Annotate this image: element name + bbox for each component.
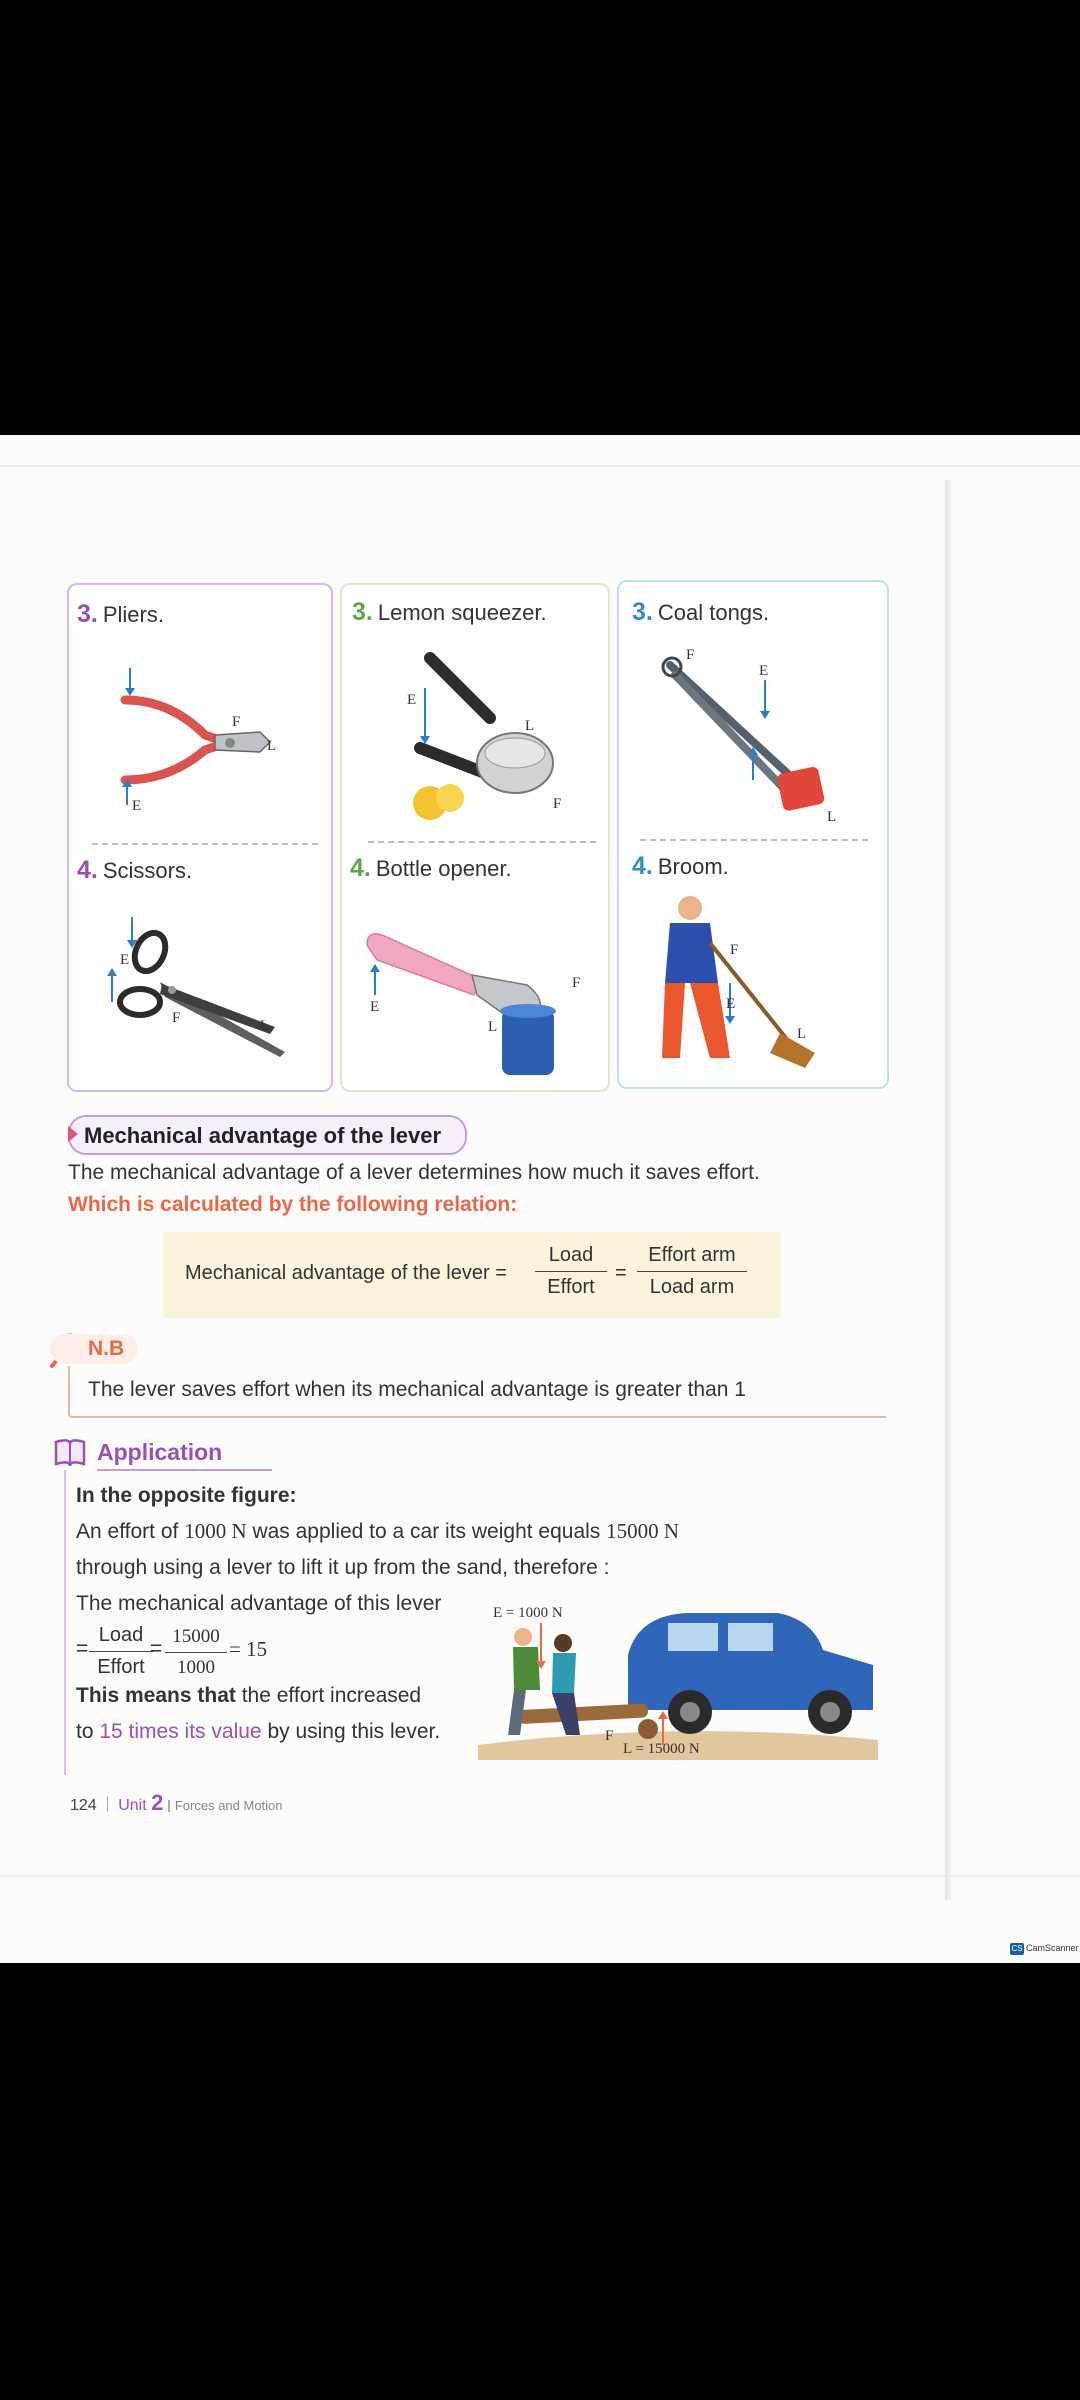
calc-eq1: = bbox=[76, 1637, 89, 1660]
divider bbox=[92, 843, 318, 845]
scissors-illustration bbox=[100, 912, 300, 1072]
label-l: L bbox=[260, 1018, 270, 1034]
page-gutter bbox=[945, 480, 951, 1900]
page-bottom-edge bbox=[0, 1875, 1080, 1877]
figure-effort-label: E = 1000 N bbox=[493, 1605, 563, 1621]
label-f: F bbox=[730, 942, 739, 958]
label-l: L bbox=[797, 1026, 807, 1042]
tool-title-pliers: 3. Pliers. bbox=[77, 600, 164, 628]
fraction-numerator: 15000 bbox=[165, 1626, 227, 1653]
unit-number: 2 bbox=[151, 1790, 164, 1815]
nb-badge bbox=[50, 1334, 138, 1364]
camscanner-logo-icon: CS bbox=[1011, 1944, 1023, 1953]
unit-word: Unit bbox=[118, 1797, 147, 1814]
fraction-denominator: Load arm bbox=[649, 1276, 735, 1298]
fraction-load-effort bbox=[535, 1244, 607, 1299]
application-rule bbox=[64, 1470, 66, 1775]
label-e: E bbox=[370, 999, 380, 1015]
triangle-marker-icon bbox=[68, 1126, 78, 1142]
car-lever-figure bbox=[478, 1595, 878, 1760]
formula-lhs: Mechanical advantage of the lever = bbox=[185, 1262, 507, 1284]
camscanner-watermark bbox=[1010, 1943, 1079, 1955]
calc-result: = 15 bbox=[229, 1637, 268, 1661]
application-underline bbox=[97, 1469, 272, 1471]
footer-separator bbox=[107, 1796, 109, 1812]
section-heading bbox=[68, 1115, 467, 1155]
label-f: F bbox=[572, 975, 581, 991]
label-f: F bbox=[172, 1010, 181, 1026]
pliers-illustration bbox=[110, 660, 290, 820]
fraction-numerator: Effort arm bbox=[637, 1244, 747, 1272]
fraction-denominator: Effort bbox=[97, 1656, 145, 1678]
page-number: 124 bbox=[70, 1797, 97, 1814]
nb-label: N.B bbox=[88, 1337, 125, 1360]
fraction-denominator: 1000 bbox=[177, 1657, 215, 1678]
footer-separator bbox=[168, 1800, 170, 1812]
camscanner-text: CamScanner bbox=[1026, 1943, 1079, 1953]
broom-illustration bbox=[630, 888, 875, 1073]
app-line7: to 15 times its value by using this lever. bbox=[76, 1720, 441, 1743]
page-footer bbox=[70, 1790, 283, 1816]
label-l: L bbox=[488, 1019, 498, 1035]
nb-text: The lever saves effort when its mechanical advantage is greater than 1 bbox=[88, 1378, 746, 1401]
tool-title-scissors: 4. Scissors. bbox=[77, 856, 193, 884]
tool-title-broom: 4. Broom. bbox=[632, 852, 729, 880]
tool-title-coal-tongs: 3. Coal tongs. bbox=[632, 598, 770, 626]
label-f: F bbox=[686, 647, 695, 663]
figure-fulcrum-label: F bbox=[605, 1728, 614, 1744]
label-e: E bbox=[120, 952, 130, 968]
tool-title-bottle-opener: 4. Bottle opener. bbox=[350, 854, 512, 882]
label-e: E bbox=[407, 692, 417, 708]
fraction-arms bbox=[637, 1244, 747, 1299]
app-line2: An effort of 1000 N was applied to a car its weight equals 15000 N bbox=[76, 1519, 680, 1543]
fraction-numerator: Load bbox=[89, 1624, 153, 1652]
section-heading-text: Mechanical advantage of the lever bbox=[84, 1123, 442, 1148]
lemon-squeezer-illustration bbox=[395, 648, 595, 828]
app-line3: through using a lever to lift it up from the sand, therefore : bbox=[76, 1556, 610, 1579]
tool-title-lemon-squeezer: 3. Lemon squeezer. bbox=[352, 598, 547, 626]
formula-box bbox=[163, 1232, 781, 1318]
label-e: E bbox=[759, 663, 769, 679]
figure-load-label: L = 15000 N bbox=[623, 1741, 700, 1757]
nb-box bbox=[68, 1366, 886, 1418]
label-l: L bbox=[525, 718, 535, 734]
intro-paragraph: The mechanical advantage of a lever determines how much it saves effort. bbox=[68, 1161, 760, 1184]
label-l: L bbox=[827, 809, 837, 825]
fraction-denominator: Effort bbox=[547, 1276, 595, 1298]
equals-sign: = bbox=[615, 1262, 627, 1284]
application-title-text: Application bbox=[97, 1439, 223, 1465]
calc-fraction-numbers bbox=[165, 1626, 227, 1679]
unit-topic: Forces and Motion bbox=[174, 1798, 283, 1813]
app-line4: The mechanical advantage of this lever bbox=[76, 1592, 442, 1615]
coal-tongs-illustration bbox=[660, 645, 860, 830]
divider bbox=[368, 841, 596, 843]
bottle-opener-illustration bbox=[362, 925, 594, 1075]
relation-text: Which is calculated by the following relation: bbox=[68, 1193, 518, 1216]
calc-eq2: = bbox=[150, 1637, 163, 1660]
app-line6: This means that the effort increased bbox=[76, 1684, 422, 1707]
calc-fraction-load-effort bbox=[89, 1624, 153, 1679]
page-top-edge bbox=[0, 465, 1080, 467]
label-f: F bbox=[553, 796, 562, 812]
book-icon bbox=[52, 1436, 88, 1470]
label-e: E bbox=[132, 798, 142, 814]
label-e: E bbox=[726, 996, 736, 1012]
fraction-numerator: Load bbox=[535, 1244, 607, 1272]
label-f: F bbox=[232, 714, 241, 730]
app-line1: In the opposite figure: bbox=[76, 1484, 297, 1507]
label-l: L bbox=[267, 738, 277, 754]
divider bbox=[640, 839, 868, 841]
